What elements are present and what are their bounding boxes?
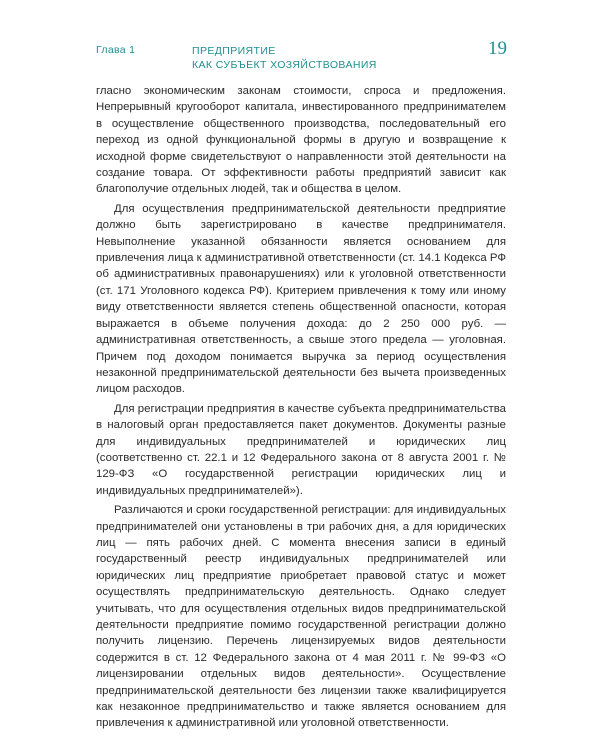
paragraph-2: Для осуществления предпринимательской деятельности предприятие должно быть зарегистрировано в качестве предпринимателя. Невыполнение указанной обязанности является основанием для привлечения лица к административной ответственности (ст. 14.1 Кодекса РФ об административных правонарушениях) или к уголовной ответственности (ст. 171 Уголовного кодекса РФ). Критерием привлечения к тому или иному виду ответственности является степень общественной опасности, которая выражается в объеме получения дохода: до 2 250 000 руб. — административная ответственность, а свыше этого предела — уголовная. Причем под доходом понимается выручка за период осуществления незаконной предпринимательской деятельности без вычета произведенных лицом расходов.	[96, 202, 506, 396]
paragraph-3: Для регистрации предприятия в качестве субъекта предпринимательства в налоговый орган предоставляется пакет документов. Документы разные для индивидуальных предпринимателей и юридических лиц (соответственно ст. 22.1 и 12 Федерального закона от 8 августа 2001 г. № 129-ФЗ «О государственной регистрации юридических лиц и индивидуальных предпринимателей»).	[96, 402, 506, 497]
body-text	[96, 83, 506, 735]
page-number: 19	[488, 38, 507, 59]
page-header	[0, 0, 600, 90]
paragraph-1: гласно экономическим законам стоимости, спроса и предложения. Непрерывный кругооборот капитала, инвестированного предпринимателем в осуществление общественного производства, последовательный его переход из одной функциональной формы в другую и возвращение к исходной форме свидетельствуют о направленности этой деятельности на создание товара. От эффективности работы предприятий зависит как благополучие отдельных людей, так и общества в целом.	[96, 85, 506, 196]
chapter-label: Глава 1	[96, 44, 136, 56]
running-title-line-1: ПРЕДПРИЯТИЕ	[192, 45, 276, 57]
running-title	[192, 44, 377, 72]
running-title-line-2: КАК СУБЪЕКТ ХОЗЯЙСТВОВАНИЯ	[192, 59, 377, 71]
paragraph-4: Различаются и сроки государственной регистрации: для индивидуальных предпринимателей они установлены в три рабочих дня, а для юридических лиц — пять рабочих дней. С момента внесения записи в единый государственный реестр индивидуальных предпринимателей или юридических лиц предприятие приобретает правовой статус и может осуществлять предпринимательскую деятельность. Однако следует учитывать, что для осуществления отдельных видов предпринимательской деятельности предприятие помимо государственной регистрации должно получить лицензию. Перечень лицензируемых видов деятельности содержится в ст. 12 Федерального закона от 4 мая 2011 г. № 99-ФЗ «О лицензировании отдельных видов деятельности». Осуществление предпринимательской деятельности без лицензии также квалифицируется как незаконное предпринимательство и также является основанием для привлечения к административной или уголовной ответственности.	[96, 504, 506, 730]
